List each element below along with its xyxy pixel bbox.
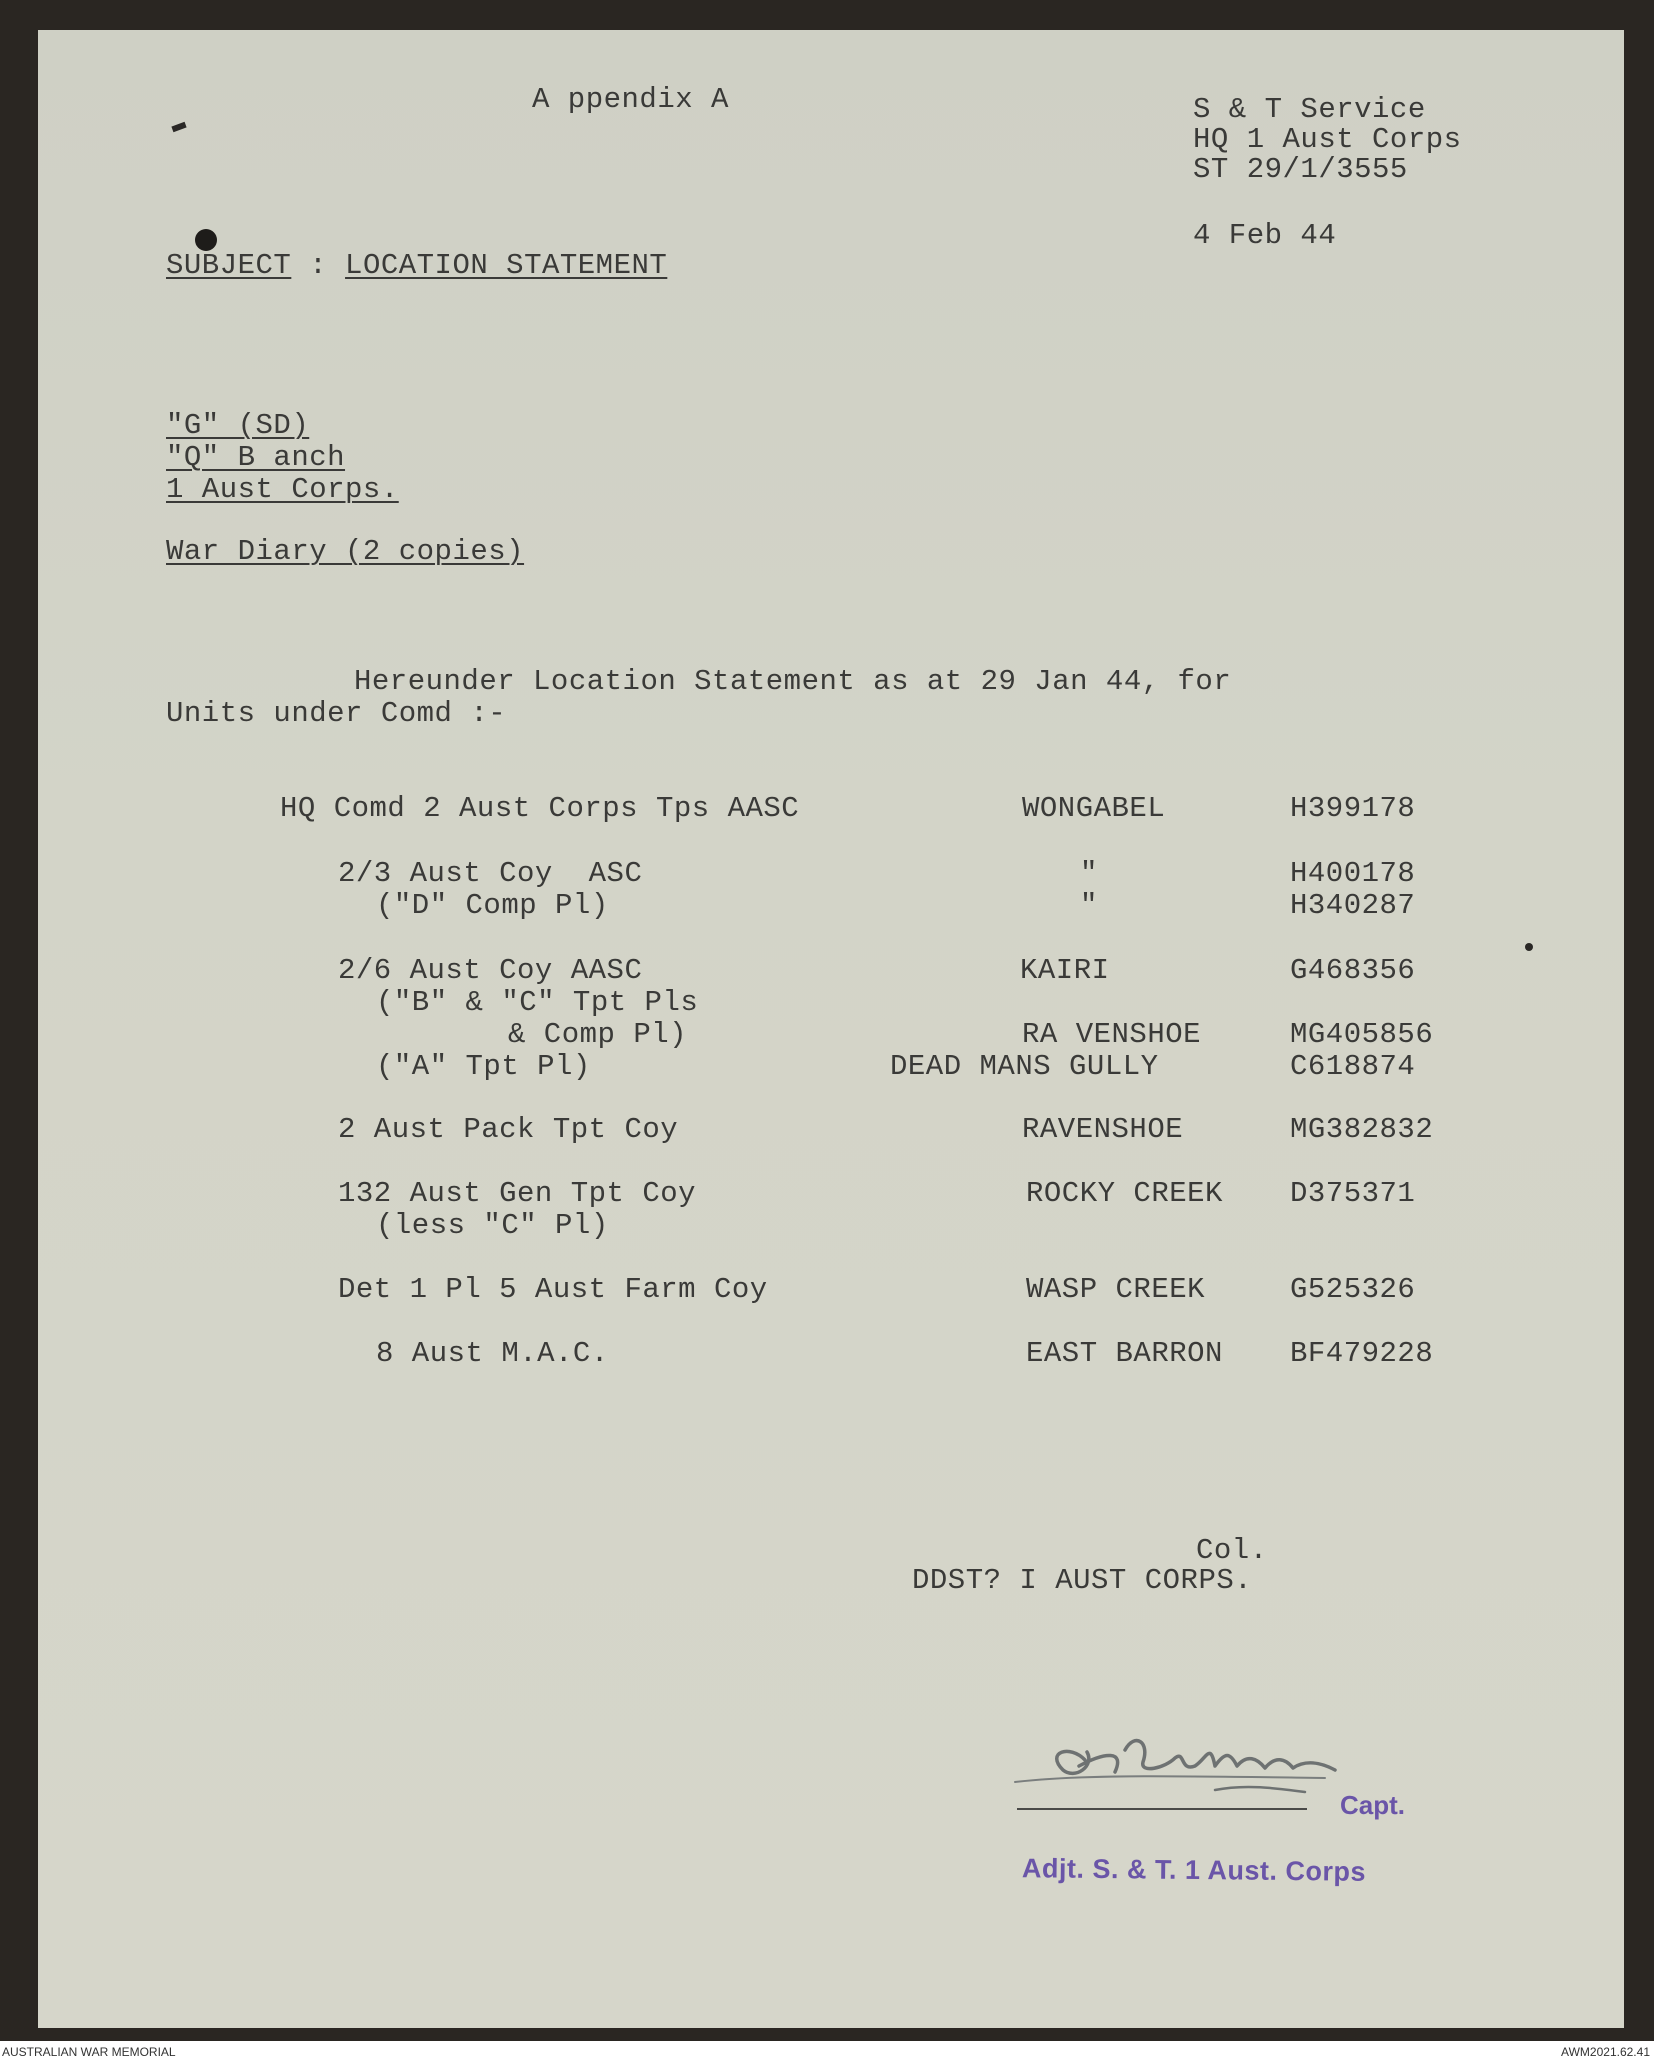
closing-rank: Col.	[1196, 1534, 1268, 1567]
unit-name: 2 Aust Pack Tpt Coy	[338, 1113, 679, 1146]
subject-label: SUBJECT	[166, 249, 292, 282]
unit-location: DEAD MANS GULLY	[890, 1050, 1159, 1083]
unit-grid-ref: MG405856	[1290, 1018, 1434, 1051]
intro-line-2: Units under Comd :-	[166, 697, 507, 730]
signature	[975, 1722, 1395, 1812]
ink-blot	[195, 229, 217, 251]
unit-grid-ref: D375371	[1290, 1177, 1416, 1210]
intro-line-1: Hereunder Location Statement as at 29 Jan 44, for	[354, 665, 1232, 698]
unit-location: WASP CREEK	[1026, 1273, 1206, 1306]
signature-rank: Capt.	[1340, 1790, 1405, 1820]
header-line-3: ST 29/1/3555	[1193, 153, 1408, 186]
signature-line	[1017, 1808, 1307, 1810]
unit-location: KAIRI	[1020, 954, 1110, 987]
addressee-1: "G" (SD)	[166, 409, 310, 442]
unit-location: EAST BARRON	[1026, 1337, 1223, 1370]
subject-text: LOCATION STATEMENT	[345, 249, 668, 282]
war-diary-line: War Diary (2 copies)	[166, 535, 525, 568]
appendix-label: A ppendix A	[532, 83, 729, 116]
unit-grid-ref: H399178	[1290, 792, 1416, 825]
archive-footer	[0, 2043, 1654, 2061]
unit-name: 8 Aust M.A.C.	[376, 1337, 609, 1370]
unit-name: ("B" & "C" Tpt Pls	[376, 986, 699, 1019]
unit-grid-ref: C618874	[1290, 1050, 1416, 1083]
unit-name: & Comp Pl)	[508, 1018, 688, 1051]
unit-location: "	[1080, 889, 1098, 922]
unit-name: 2/3 Aust Coy ASC	[338, 857, 643, 890]
unit-grid-ref: H340287	[1290, 889, 1416, 922]
unit-grid-ref: G468356	[1290, 954, 1416, 987]
header-line-1: S & T Service	[1193, 93, 1426, 126]
addressee-3: 1 Aust Corps.	[166, 473, 399, 506]
header-line-2: HQ 1 Aust Corps	[1193, 123, 1462, 156]
unit-location: "	[1080, 857, 1098, 890]
footer-institution: AUSTRALIAN WAR MEMORIAL	[2, 2045, 176, 2059]
footer-accession-number: AWM2021.62.41	[1561, 2045, 1650, 2059]
adjutant-stamp: Adjt. S. & T. 1 Aust. Corps	[1021, 1853, 1367, 1887]
unit-name: 132 Aust Gen Tpt Coy	[338, 1177, 697, 1210]
closing-title: DDST? I AUST CORPS.	[912, 1564, 1253, 1597]
unit-name: Det 1 Pl 5 Aust Farm Coy	[338, 1273, 768, 1306]
unit-grid-ref: G525326	[1290, 1273, 1416, 1306]
unit-name: ("D" Comp Pl)	[376, 889, 609, 922]
header-date: 4 Feb 44	[1193, 219, 1337, 252]
unit-location: RAVENSHOE	[1022, 1113, 1184, 1146]
subject-separator: :	[291, 249, 346, 282]
unit-location: WONGABEL	[1022, 792, 1166, 825]
addressee-2: "Q" B anch	[166, 441, 346, 474]
unit-grid-ref: BF479228	[1290, 1337, 1434, 1370]
ink-speck	[1525, 943, 1533, 951]
unit-location: RA VENSHOE	[1022, 1018, 1202, 1051]
unit-name: ("A" Tpt Pl)	[376, 1050, 591, 1083]
unit-name: (less "C" Pl)	[376, 1209, 609, 1242]
subject-line	[166, 250, 667, 282]
unit-name: HQ Comd 2 Aust Corps Tps AASC	[280, 792, 800, 825]
unit-grid-ref: H400178	[1290, 857, 1416, 890]
unit-location: ROCKY CREEK	[1026, 1177, 1223, 1210]
unit-name: 2/6 Aust Coy AASC	[338, 954, 643, 987]
unit-grid-ref: MG382832	[1290, 1113, 1434, 1146]
